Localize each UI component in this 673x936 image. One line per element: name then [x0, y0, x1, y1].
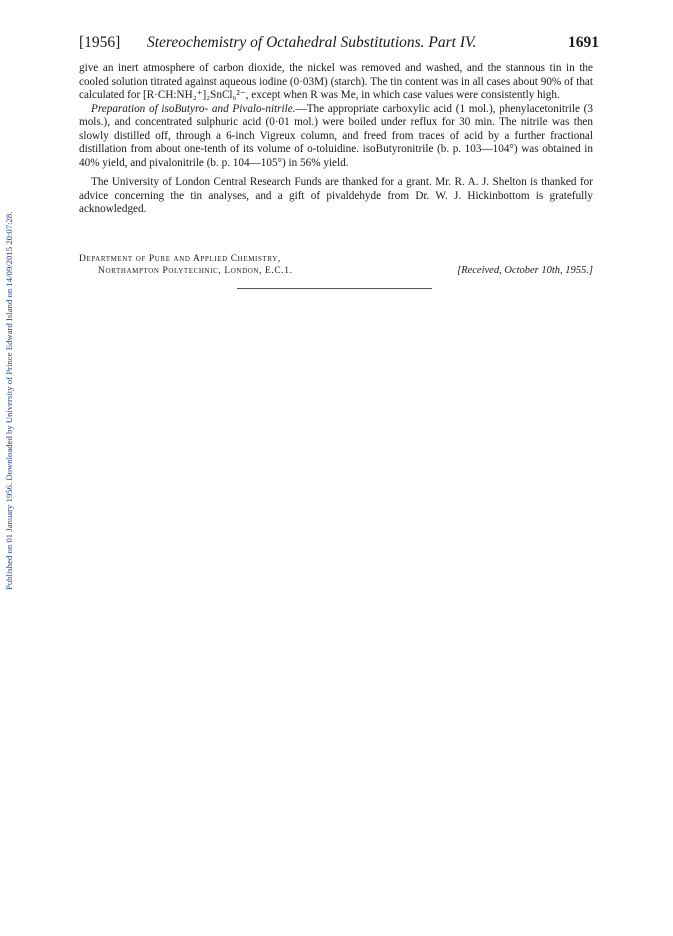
download-stamp-text: Published on 01 January 1956. Downloaded by University of Prince Edward Island on 14/09/2015 20:07:28. — [4, 211, 14, 590]
running-header — [79, 34, 599, 54]
affiliation-department: Department of Pure and Applied Chemistry, — [79, 254, 281, 264]
section-heading: Preparation of isoButyro- and Pivalo-nitrile. — [91, 102, 296, 115]
paragraph-acknowledgements: The University of London Central Research Funds are thanked for a grant. Mr. R. A. J. Shelton is thanked for advice concerning the tin analyses, and a gift of pivaldehyde from Dr. W. J. Hickinbottom is gratefully acknowledged. — [79, 176, 593, 215]
received-date: [Received, October 10th, 1955.] — [457, 265, 593, 276]
header-title: Stereochemistry of Octahedral Substitutions. Part IV. — [147, 34, 477, 51]
article-body — [79, 62, 593, 217]
author-affiliation — [79, 253, 593, 277]
download-stamp — [0, 120, 20, 590]
affiliation-institution: Northampton Polytechnic, London, E.C.1. — [98, 266, 293, 276]
header-year: [1956] — [79, 34, 121, 51]
paragraph-experimental-tin: give an inert atmosphere of carbon dioxide, the nickel was removed and washed, and the stannous tin in the cooled solution titrated against aqueous iodine (0·03M) (starch). The tin content was in all cases about 90% of that calculated for [R·CH:NH₂⁺]₂SnCl₆²⁻, except when R was Me, in which case values were consistently high. — [79, 62, 593, 101]
paragraph-preparation-text: —The appropriate carboxylic acid (1 mol.), phenylacetonitrile (3 mols.), and concentrated sulphuric acid (0·01 mol.) were boiled under reflux for 30 min. The nitrile was then slowly distilled off, through a 6-inch Vigreux column, and freed from traces of acid by a further fractional distillation from about one-tenth of its volume of o-toluidine. isoButyronitrile (b. p. 103—104°) was obtained in 40% yield, and pivalonitrile (b. p. 104—105°) in 56% yield. — [79, 102, 593, 169]
paragraph-preparation — [79, 103, 593, 171]
end-rule — [237, 288, 432, 289]
page-number: 1691 — [568, 34, 599, 51]
